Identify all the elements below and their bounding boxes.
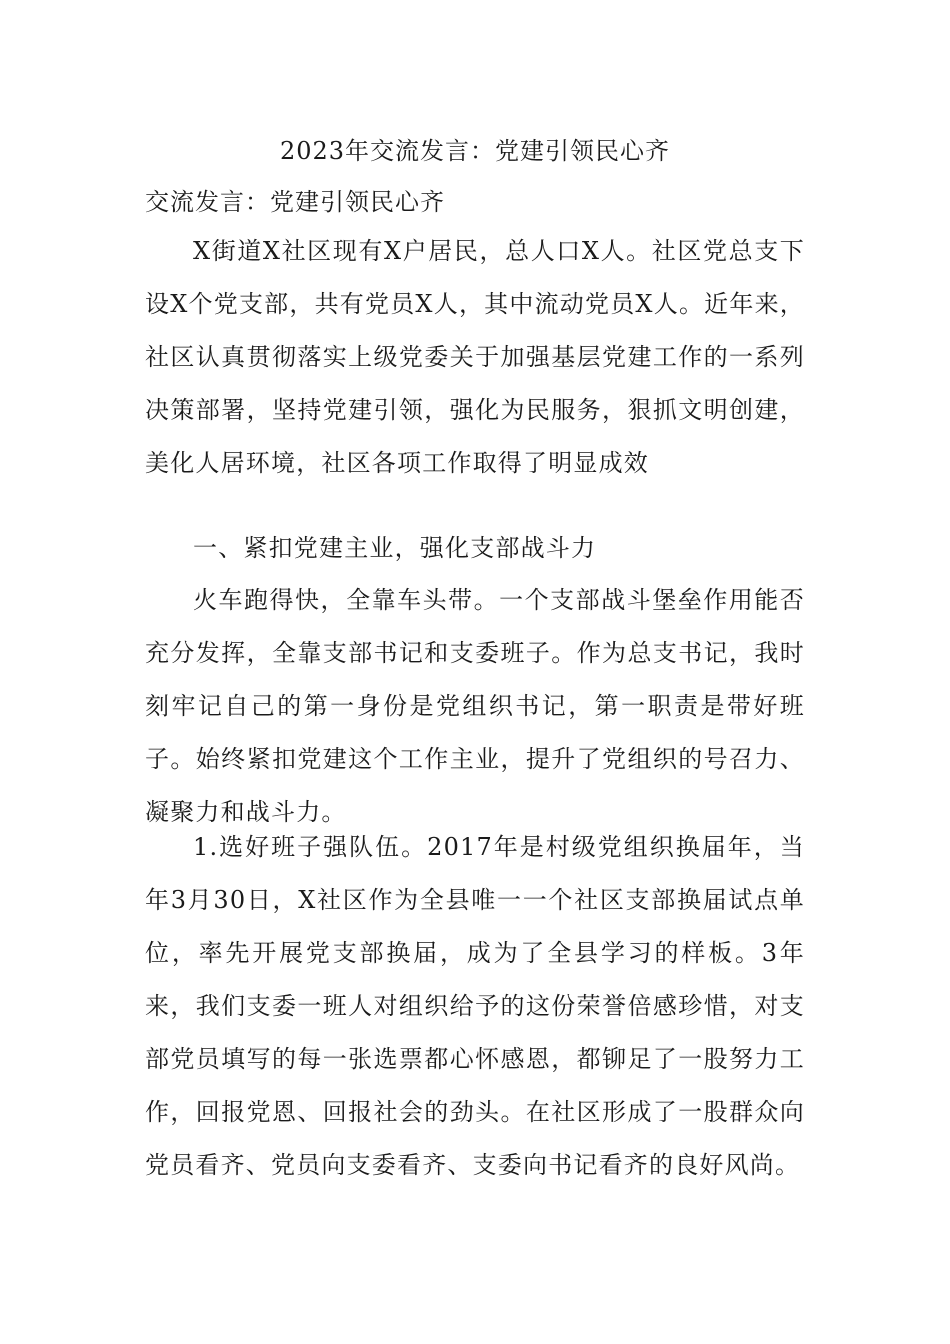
section-body-paragraph: 火车跑得快，全靠车头带。一个支部战斗堡垒作用能否充分发挥，全靠支部书记和支委班子。作为总支书记，我时刻牢记自己的第一身份是党组织书记，第一职责是带好班子。始终紧扣党建这个工作主业，提升了党组织的号召力、凝聚力和战斗力。 bbox=[145, 586, 805, 826]
section-heading: 一、紧扣党建主业，强化支部战斗力 bbox=[193, 534, 597, 562]
numbered-item-paragraph: 1.选好班子强队伍。2017年是村级党组织换届年，当年3月30日，X社区作为全县唯一一个社区支部换届试点单位，率先开展党支部换届，成为了全县学习的样板。3年来，我们支委一班人对组织给予的这份荣誉倍感珍惜，对支部党员填写的每一张选票都心怀感恩，都铆足了一股努力工作，回报党恩、回报社会的劲头。在社区形成了一股群众向党员看齐、党员向支委看齐、支委向书记看齐的良好风尚。 bbox=[145, 833, 805, 1179]
intro-paragraph: X街道X社区现有X户居民，总人口X人。社区党总支下设X个党支部，共有党员X人，其中流动党员X人。近年来，社区认真贯彻落实上级党委关于加强基层党建工作的一系列决策部署，坚持党建引领，强化为民服务，狠抓文明创建，美化人居环境，社区各项工作取得了明显成效 bbox=[145, 237, 805, 477]
document-subtitle: 交流发言：党建引领民心齐 bbox=[145, 188, 445, 216]
document-title: 2023年交流发言：党建引领民心齐 bbox=[279, 137, 671, 165]
